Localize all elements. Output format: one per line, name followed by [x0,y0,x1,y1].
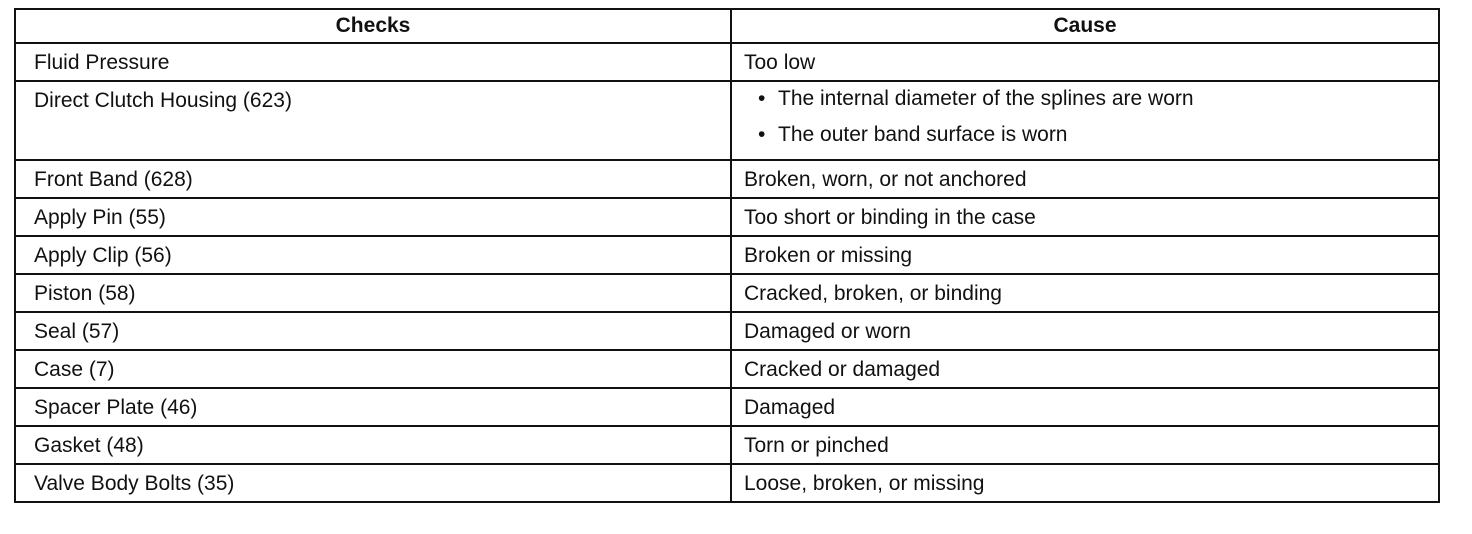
cause-cell: Broken or missing [731,236,1439,274]
table-row [15,198,1439,236]
table-row [15,426,1439,464]
cause-bullet-list [744,87,1420,159]
cause-bullet-item: • The outer band surface is worn [778,123,1420,159]
cause-cell: Loose, broken, or missing [731,464,1439,502]
table-row [15,388,1439,426]
table-row [15,236,1439,274]
check-cell: Fluid Pressure [15,43,731,81]
header-checks: Checks [15,9,731,43]
check-cell: Spacer Plate (46) [15,388,731,426]
table-row [15,43,1439,81]
check-cell: Apply Clip (56) [15,236,731,274]
check-cell: Piston (58) [15,274,731,312]
table-row [15,312,1439,350]
cause-cell: Cracked or damaged [731,350,1439,388]
check-cell: Front Band (628) [15,160,731,198]
check-cell: Valve Body Bolts (35) [15,464,731,502]
cause-cell: Broken, worn, or not anchored [731,160,1439,198]
cause-cell: Too short or binding in the case [731,198,1439,236]
cause-cell: Damaged [731,388,1439,426]
check-cell: Gasket (48) [15,426,731,464]
table-row [15,160,1439,198]
cause-cell: Torn or pinched [731,426,1439,464]
table-row [15,274,1439,312]
table-row [15,350,1439,388]
check-cell: Direct Clutch Housing (623) [15,81,731,160]
header-cause: Cause [731,9,1439,43]
table-header-row [15,9,1439,43]
check-cell: Case (7) [15,350,731,388]
cause-cell: Damaged or worn [731,312,1439,350]
cause-cell: Too low [731,43,1439,81]
check-cell: Apply Pin (55) [15,198,731,236]
table-row [15,464,1439,502]
cause-bullet-item: • The internal diameter of the splines are worn [778,87,1420,123]
cause-cell [731,81,1439,160]
diagnosis-table [14,8,1440,503]
table-row [15,81,1439,160]
cause-cell: Cracked, broken, or binding [731,274,1439,312]
check-cell: Seal (57) [15,312,731,350]
